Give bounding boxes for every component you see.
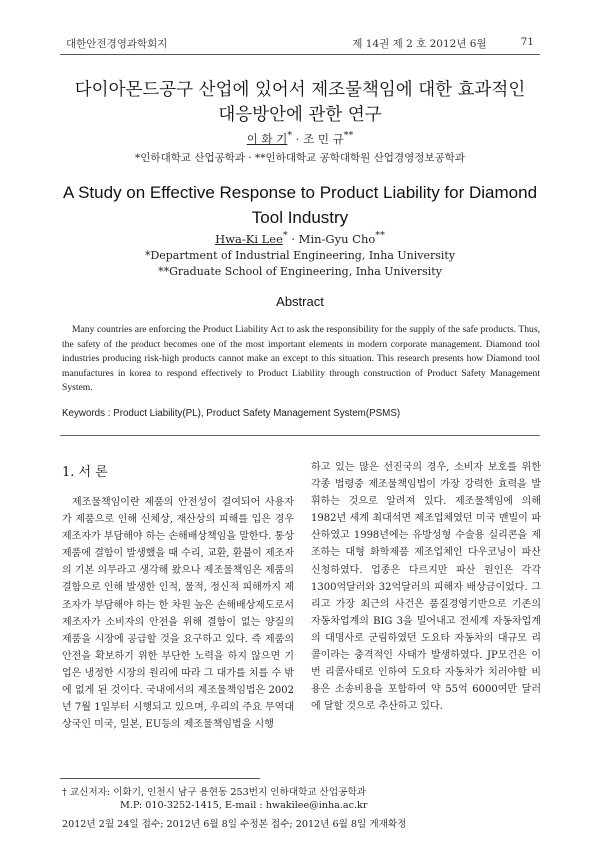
body-column-right: 하고 있는 많은 선진국의 경우, 소비자 보호를 위한 각종 법령중 제조물책임법이 가장 강력한 효력을 발휘하는 것으로 알려져 있다. 제조물책임에 의해 1982년 세계 최대석면 제조업체였던 미국 맨빌이 파산하였고 1998년에는 유방성형 수술용 실리콘을 제조하는 대형 화학제품 제조업체인 다우코닝이 파산 신청하였다. 업종은 다르지만 파산 원인은 각각 1300억달러와 32억달러의 피해자 배상금이었다. 그리고 가장 최근의 사건은 품질경영기반으로 기존의 자동차업계의 BIG 3을 밀어내고 전세계 자동차업계의 대명사로 군림하였던 도요타 자동차의 대규모 리콜이라는 충격적인 사태가 발생하였다. JP모건은 이번 리콜사태로 인하여 도요타 자동차가 치러야할 비용은 소송비용을 포함하여 약 55억 6000여만 달러에 달할 것으로 추산하고 있다. xyxy=(311,462,541,713)
section-heading-introduction: 1. 서 론 xyxy=(62,465,108,480)
footnote-contact: M.P: 010-3252-1415, E-mail : hwakilee@inha.ac.kr xyxy=(120,800,368,811)
footnote-divider xyxy=(60,778,260,779)
body-column-left: 제조물책임이란 제품의 안전성이 결여되어 사용자가 제품으로 인해 신체상, 재산상의 피해를 입은 경우 제조자가 부담해야 하는 손해배상책임을 말한다. 통상 제품에 결함이 발생했을 때 수리, 교환, 환불이 제조자의 기본 의무라고 생각해 왔으나 제조물책임은 제품의 결함으로 인해 발생한 인적, 물적, 정신적 피해까지 제조자가 부담해야 하는 한 차원 높은 손해배상제도로서 제조자가 소비자의 안전을 위해 결함이 없는 양질의 제품을 시장에 공급할 것을 요구하고 있다. 즉 제품의 안전을 확보하기 위한 부단한 노력을 하지 않으면 기업은 냉정한 시장의 원리에 따라 그 대가를 치를 수 밖에 없게 된 것이다. 국내에서의 제조물책임법은 2002년 7월 1일부터 시행되고 있으며, 우리의 주요 무역대상국인 미국, 일본, EU등의 제조물책임법을 시행 xyxy=(62,497,294,731)
english-title-line2: Tool Industry xyxy=(251,208,349,227)
footnote-dates: 2012년 2월 24일 접수; 2012년 6월 8일 수정본 접수; 2012년 6월 8일 게재확정 xyxy=(62,819,407,830)
korean-affiliation: *인하대학교 산업공학과 · **인하대학교 공학대학원 산업경영정보공학과 xyxy=(135,152,465,164)
keywords: Keywords : Product Liability(PL), Product Safety Management System(PSMS) xyxy=(62,408,401,419)
korean-authors xyxy=(0,130,600,147)
english-author1-mark: * xyxy=(282,230,288,241)
english-author-separator: · xyxy=(287,231,299,246)
korean-author2: 조 민 규 xyxy=(303,131,344,146)
footnote-corresponding-author: † 교신저자: 이화기, 인천시 남구 용현동 253번지 인하대학교 산업공학과 xyxy=(62,787,367,798)
abstract-heading: Abstract xyxy=(276,294,324,309)
korean-title-line1: 다이아몬드공구 산업에 있어서 제조물책임에 대한 효과적인 xyxy=(74,80,526,100)
korean-title-line2: 대응방안에 관한 연구 xyxy=(218,105,382,125)
abstract-body: Many countries are enforcing the Product Liability Act to ask the responsibility for the supply of the safe products. Thus, the safety of the product becomes one of the most important elements in modern corporate management. Diamond tool industries producing risk-high products cannot make an except to this situation. This research presents how Diamond tool manufactures in korea to respond effectively to Product Liability through construction of Product Safety Management System. xyxy=(62,324,540,394)
korean-author1: 이 화 기 xyxy=(246,131,288,146)
english-author2-mark: ** xyxy=(375,230,385,241)
journal-name: 대한안전경영과학회지 xyxy=(66,38,168,50)
page-number: 71 xyxy=(520,36,534,48)
korean-author-separator: · xyxy=(292,131,304,146)
issue-info xyxy=(352,36,534,51)
english-title-line1: A Study on Effective Response to Product Liability for Diamond xyxy=(62,183,538,202)
korean-author2-mark: ** xyxy=(343,130,354,141)
header-divider xyxy=(60,54,540,55)
english-author1: Hwa-Ki Lee xyxy=(215,231,283,246)
abstract-divider xyxy=(60,435,540,436)
english-author2: Min-Gyu Cho xyxy=(298,231,376,246)
issue-label: 제 14권 제 2 호 2012년 6월 xyxy=(352,38,487,50)
english-authors xyxy=(0,230,600,246)
english-affiliation-2: **Graduate School of Engineering, Inha University xyxy=(158,265,442,278)
korean-title xyxy=(40,78,560,128)
english-title xyxy=(40,180,560,230)
korean-author1-mark: * xyxy=(287,130,293,141)
running-header xyxy=(66,36,534,51)
english-affiliation-1: *Department of Industrial Engineering, Inha University xyxy=(144,249,456,262)
